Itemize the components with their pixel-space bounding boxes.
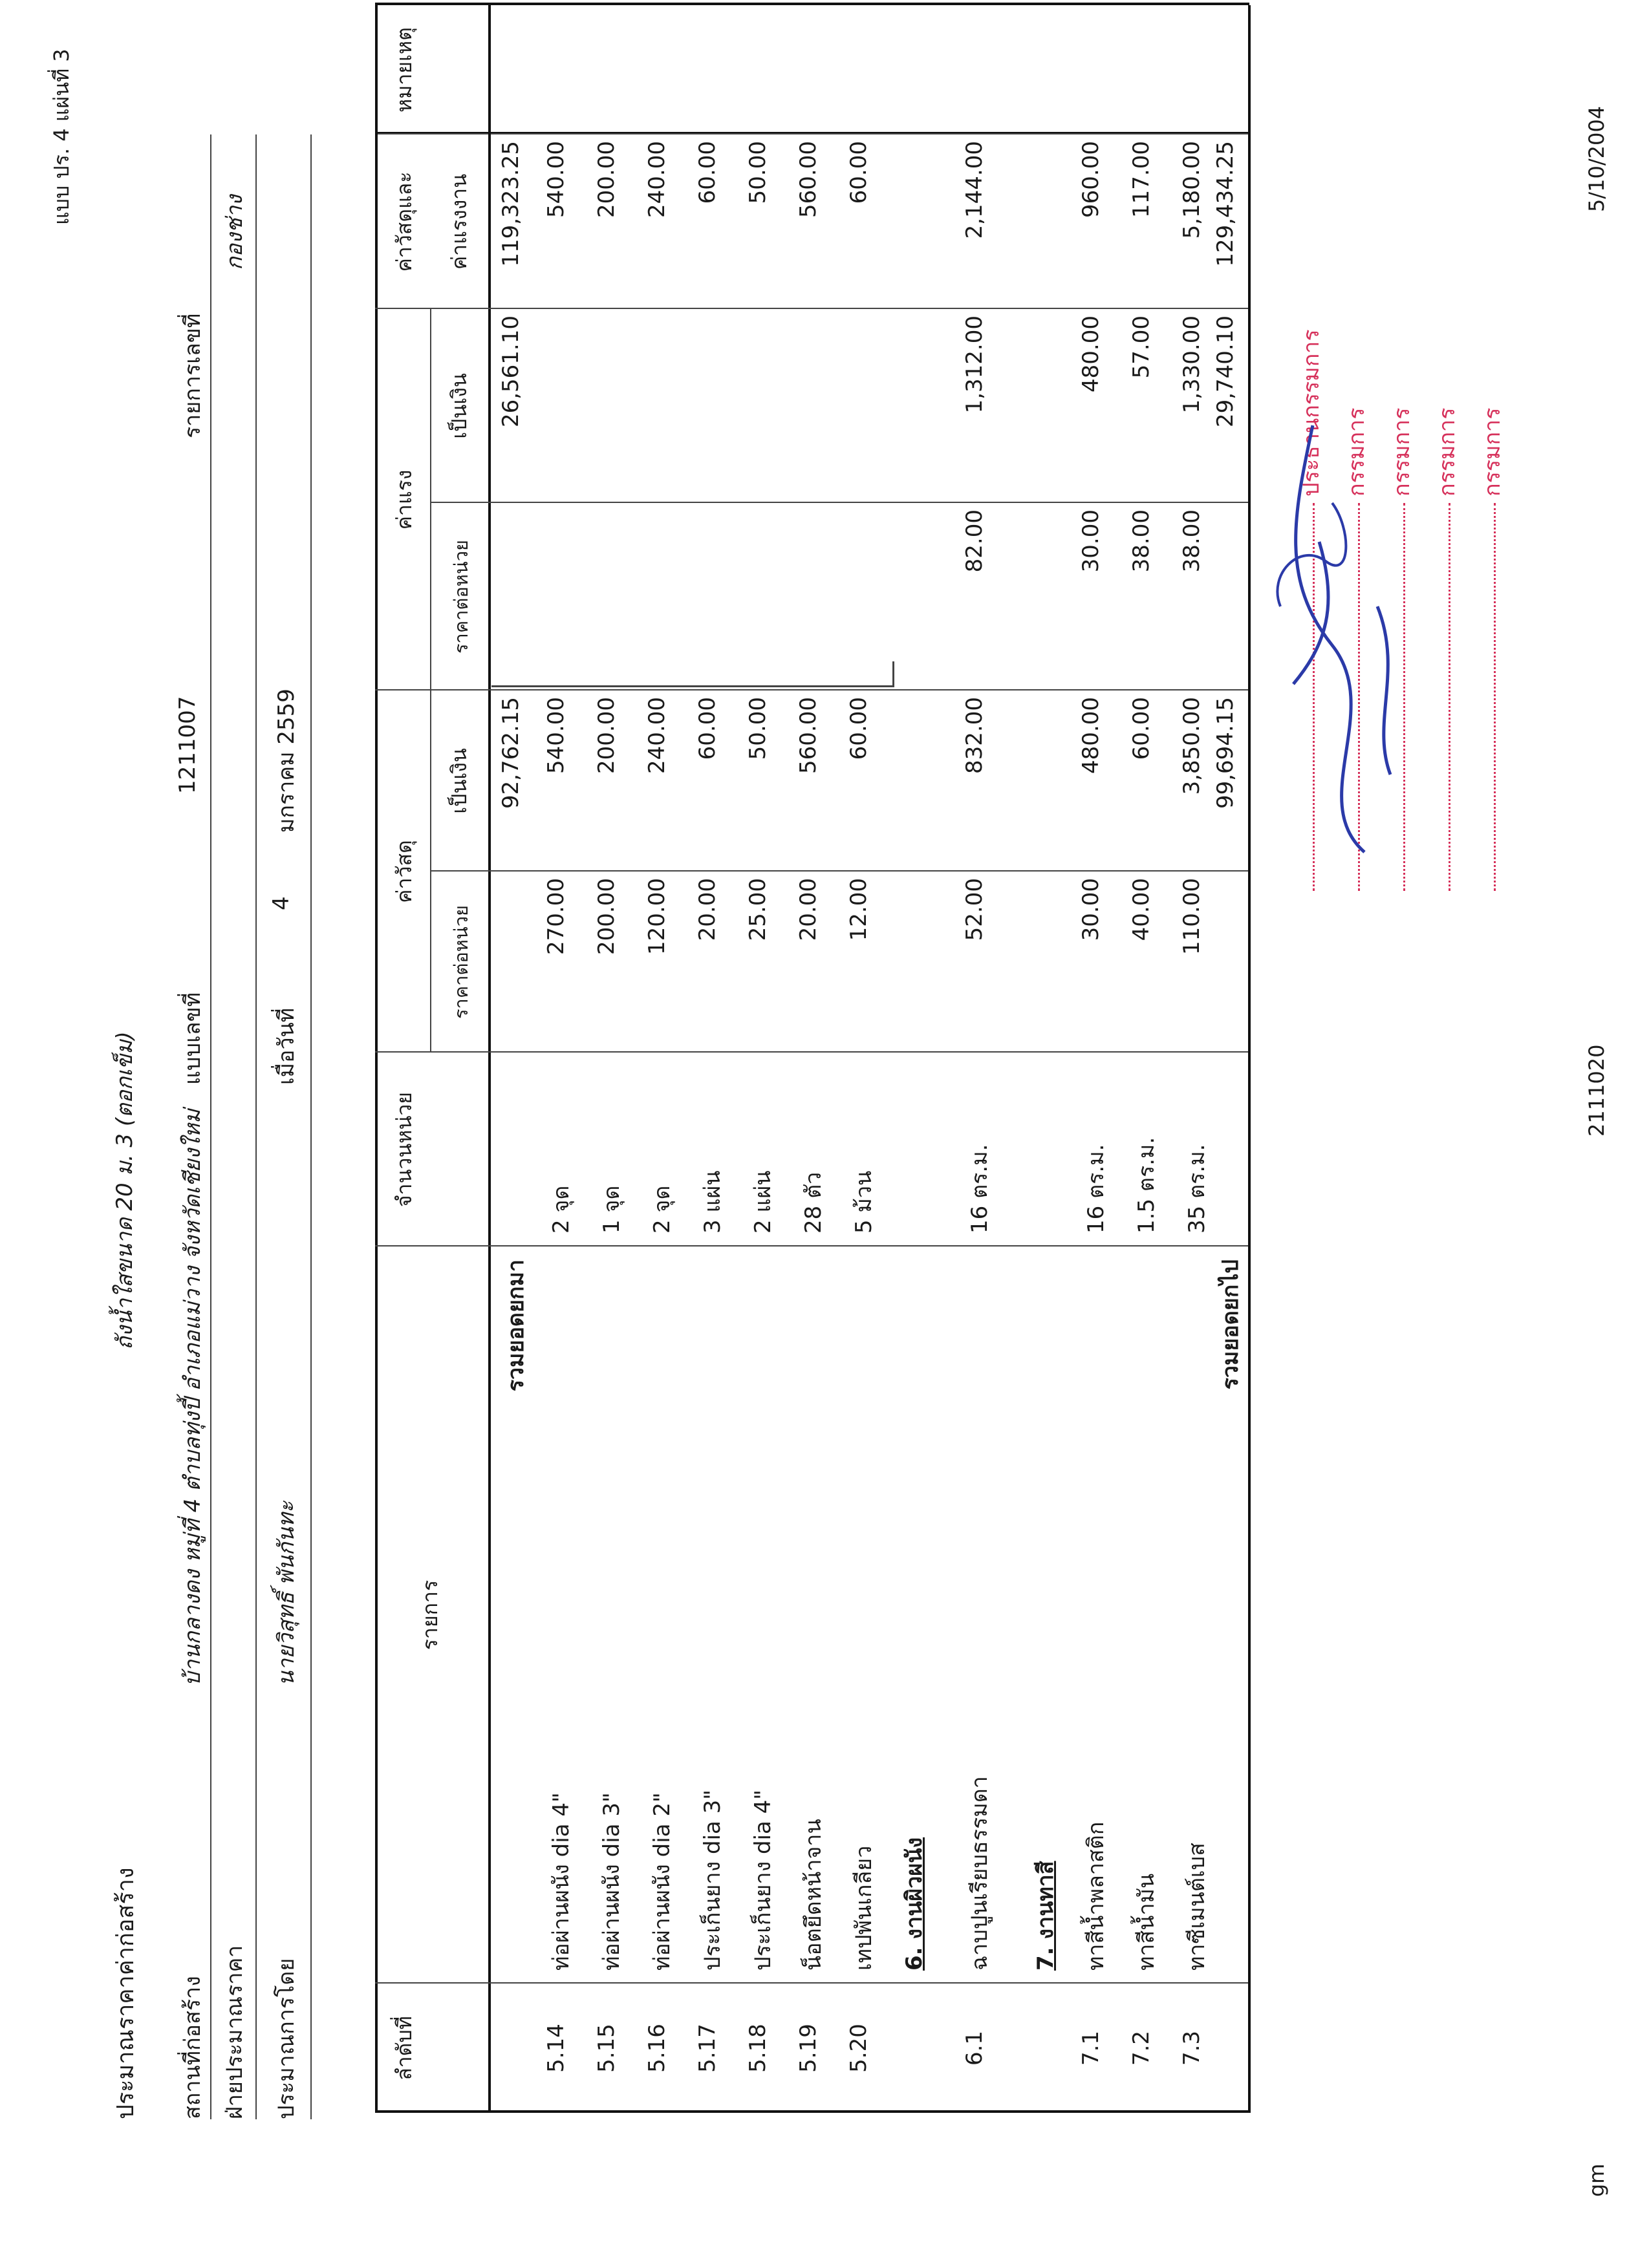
cell-item: ประเก็นยาง dia 3" bbox=[700, 1790, 726, 1971]
site-label: สถานที่ก่อสร้าง bbox=[180, 1976, 206, 2119]
dept-label: ฝ่ายประมาณราคา bbox=[222, 1945, 248, 2119]
table-border-bottom bbox=[1248, 5, 1251, 134]
cell-material-unit: 120.00 bbox=[644, 878, 670, 955]
cell-qty: 2 จุด bbox=[548, 1185, 574, 1234]
header-sum-2: ค่าแรงงาน bbox=[447, 173, 471, 270]
cell-no: 5.20 bbox=[846, 2024, 872, 2073]
table-border-top bbox=[375, 5, 378, 134]
cell-material-unit: 40.00 bbox=[1128, 878, 1154, 941]
form-id: แบบ ปร. 4 แผ่นที่ 3 bbox=[49, 48, 74, 225]
cell-material-total: 480.00 bbox=[1077, 697, 1104, 774]
cell-qty: 5 ม้วน bbox=[851, 1170, 877, 1234]
signature-label: กรรมการ bbox=[1344, 407, 1370, 497]
col-sep bbox=[375, 133, 1248, 134]
cell-sum: 50.00 bbox=[745, 141, 771, 204]
cell-no: 6.1 bbox=[962, 2030, 988, 2066]
cell-qty: 1 จุด bbox=[599, 1185, 625, 1234]
cell-item: ท่อผ่านผนัง dia 4" bbox=[548, 1792, 574, 1971]
bracket-mark bbox=[491, 685, 892, 687]
header-material: ค่าวัสดุ bbox=[392, 840, 416, 903]
cell-item: น็อตยึดหน้าจาน bbox=[801, 1819, 826, 1971]
divider bbox=[210, 134, 211, 2119]
cell-qty: 1.5 ตร.ม. bbox=[1133, 1137, 1159, 1234]
cell-qty: 2 แผ่น bbox=[750, 1170, 776, 1234]
col-sep bbox=[430, 502, 1248, 503]
carried-in-material-total: 92,762.15 bbox=[498, 697, 524, 809]
cell-material-total: 560.00 bbox=[795, 697, 821, 774]
cell-sum: 2,144.00 bbox=[962, 141, 988, 239]
footer-center: 2111020 bbox=[1584, 1044, 1609, 1137]
cell-item: ท่อผ่านผนัง dia 3" bbox=[599, 1792, 625, 1971]
col-sep bbox=[375, 1982, 1248, 1984]
cell-material-unit: 12.00 bbox=[846, 878, 872, 941]
cell-material-total: 60.00 bbox=[846, 697, 872, 760]
cell-labor-total: 1,330.00 bbox=[1178, 316, 1205, 414]
footer-left: gm bbox=[1584, 2163, 1609, 2197]
cell-material-unit: 30.00 bbox=[1077, 878, 1104, 941]
header-qty: จำนวนหน่วย bbox=[392, 1091, 416, 1208]
cell-sum: 960.00 bbox=[1077, 141, 1104, 218]
bracket-mark bbox=[892, 661, 894, 687]
cell-no: 5.17 bbox=[695, 2024, 720, 2073]
header-material-total: เป็นเงิน bbox=[447, 748, 471, 814]
signature-label: กรรมการ bbox=[1389, 407, 1415, 497]
cell-sum: 560.00 bbox=[795, 141, 821, 218]
cell-material-unit: 52.00 bbox=[962, 878, 988, 941]
cell-no: 7.2 bbox=[1128, 2030, 1154, 2066]
cell-no: 7.1 bbox=[1077, 2030, 1104, 2066]
plan-value: 1211007 bbox=[175, 696, 200, 794]
cell-sum: 200.00 bbox=[594, 141, 620, 218]
cell-sum: 60.00 bbox=[846, 141, 872, 204]
carried-in-labor-total: 26,561.10 bbox=[498, 316, 524, 428]
table-border-right bbox=[375, 3, 1249, 5]
cell-item: ทาซีเมนต์เบส bbox=[1183, 1843, 1210, 1971]
cell-qty: 28 ตัว bbox=[801, 1171, 826, 1234]
cell-labor-unit: 30.00 bbox=[1077, 509, 1104, 573]
col-sep bbox=[375, 1245, 1248, 1246]
cell-no: 5.19 bbox=[795, 2024, 821, 2073]
header-labor-unit: ราคาต่อหน่วย bbox=[450, 540, 472, 654]
header-no: ลำดับที่ bbox=[392, 2016, 416, 2081]
cell-item: 7. งานทาสี bbox=[1032, 1861, 1059, 1971]
signature-scribble bbox=[1255, 296, 1423, 878]
cell-material-total: 60.00 bbox=[695, 697, 720, 760]
cell-sum: 540.00 bbox=[543, 141, 569, 218]
date-day: 4 bbox=[268, 896, 294, 910]
carried-out-sum: 129,434.25 bbox=[1212, 141, 1238, 267]
table-border-top bbox=[375, 134, 378, 2113]
cell-material-unit: 20.00 bbox=[695, 878, 720, 941]
header-labor: ค่าแรง bbox=[392, 469, 416, 530]
signature-line bbox=[1449, 503, 1450, 891]
signature-label: กรรมการ bbox=[1434, 407, 1460, 497]
cell-qty: 16 ตร.ม. bbox=[967, 1144, 993, 1234]
cell-material-total: 50.00 bbox=[745, 697, 771, 760]
cell-material-total: 240.00 bbox=[644, 697, 670, 774]
cell-material-unit: 270.00 bbox=[543, 878, 569, 955]
cell-no: 5.16 bbox=[644, 2024, 670, 2073]
cell-material-unit: 25.00 bbox=[745, 878, 771, 941]
cell-item: ทาสีน้ำพลาสติก bbox=[1083, 1821, 1109, 1971]
subheader-rule bbox=[430, 309, 431, 1053]
carried-out-material-total: 99,694.15 bbox=[1212, 697, 1238, 809]
cell-labor-total: 57.00 bbox=[1128, 316, 1154, 379]
carried-in-label: รวมยอดยกมา bbox=[503, 1259, 529, 1392]
carried-out-labor-total: 29,740.10 bbox=[1212, 316, 1238, 428]
header-rule bbox=[488, 134, 491, 2113]
title-value: ถังน้ำใสขนาด 20 ม. 3 (ตอกเข็ม) bbox=[112, 1031, 138, 1350]
cell-material-total: 832.00 bbox=[962, 697, 988, 774]
cell-labor-unit: 38.00 bbox=[1128, 509, 1154, 573]
dept-value: กองช่าง bbox=[222, 195, 248, 270]
cell-material-unit: 110.00 bbox=[1178, 878, 1205, 955]
header-material-unit: ราคาต่อหน่วย bbox=[450, 905, 472, 1020]
cell-sum: 5,180.00 bbox=[1178, 141, 1205, 239]
cell-qty: 35 ตร.ม. bbox=[1183, 1144, 1210, 1234]
date-month-year: มกราคม 2559 bbox=[274, 689, 299, 833]
cell-item: ทาสีน้ำมัน bbox=[1133, 1873, 1159, 1971]
table-border-bottom bbox=[1248, 134, 1251, 2113]
signature-label: กรรมการ bbox=[1480, 407, 1505, 497]
cell-material-unit: 20.00 bbox=[795, 878, 821, 941]
carried-in-sum: 119,323.25 bbox=[498, 141, 524, 267]
cell-material-total: 200.00 bbox=[594, 697, 620, 774]
cell-qty: 3 แผ่น bbox=[700, 1170, 726, 1234]
plan-label: แบบเลขที่ bbox=[180, 992, 206, 1085]
cell-no: 5.14 bbox=[543, 2024, 569, 2073]
cell-labor-unit: 82.00 bbox=[962, 509, 988, 573]
estimator-label: ประมาณการโดย bbox=[274, 1958, 299, 2119]
header-labor-total: เป็นเงิน bbox=[447, 373, 471, 439]
title-label: ประมาณราคาค่าก่อสร้าง bbox=[113, 1867, 139, 2119]
signature-line bbox=[1494, 503, 1496, 891]
cell-sum: 117.00 bbox=[1128, 141, 1154, 218]
cell-labor-total: 1,312.00 bbox=[962, 316, 988, 414]
site-value: บ้านกลางดง หมู่ที่ 4 ตำบลทุ่งปี้ อำเภอแม่วาง จังหวัดเชียงใหม่ bbox=[180, 1109, 206, 1686]
cell-item: เทปพันเกลียว bbox=[851, 1845, 877, 1971]
cell-qty: 2 จุด bbox=[649, 1185, 675, 1234]
cell-item: ท่อผ่านผนัง dia 2" bbox=[649, 1792, 675, 1971]
table-border-left bbox=[375, 2110, 1249, 2113]
cell-material-unit: 200.00 bbox=[594, 878, 620, 955]
header-item: รายการ bbox=[418, 1579, 442, 1651]
cell-material-total: 60.00 bbox=[1128, 697, 1154, 760]
estimator-value: นายวิสุทธิ์ พันกันทะ bbox=[274, 1501, 299, 1686]
cell-sum: 240.00 bbox=[644, 141, 670, 218]
footer-right: 5/10/2004 bbox=[1584, 105, 1609, 212]
cell-no: 5.15 bbox=[594, 2024, 620, 2073]
cell-labor-unit: 38.00 bbox=[1178, 509, 1205, 573]
item-no-label: รายการเลขที่ bbox=[180, 313, 206, 438]
cell-item: ฉาบปูนเรียบธรรมดา bbox=[967, 1776, 993, 1971]
signature-label: ประธานกรรมการ bbox=[1299, 329, 1324, 497]
col-sep bbox=[375, 689, 1248, 690]
header-note-visible: หมายเหตุ bbox=[392, 27, 416, 112]
carried-out-label: รวมยอดยกไป bbox=[1218, 1259, 1244, 1390]
cell-no: 5.18 bbox=[745, 2024, 771, 2073]
cell-qty: 16 ตร.ม. bbox=[1083, 1144, 1109, 1234]
header-sum: ค่าวัสดุและ bbox=[392, 171, 416, 272]
cell-item: ประเก็นยาง dia 4" bbox=[750, 1790, 776, 1971]
cell-no: 7.3 bbox=[1178, 2030, 1205, 2066]
cell-labor-total: 480.00 bbox=[1077, 316, 1104, 392]
cell-item: 6. งานผิวผนัง bbox=[901, 1837, 927, 1971]
cell-sum: 60.00 bbox=[695, 141, 720, 204]
date-label: เมื่อวันที่ bbox=[274, 1007, 299, 1085]
divider bbox=[255, 134, 257, 2119]
divider bbox=[310, 134, 312, 2119]
cell-material-total: 540.00 bbox=[543, 697, 569, 774]
header-rule bbox=[488, 5, 491, 134]
cell-material-total: 3,850.00 bbox=[1178, 697, 1205, 795]
